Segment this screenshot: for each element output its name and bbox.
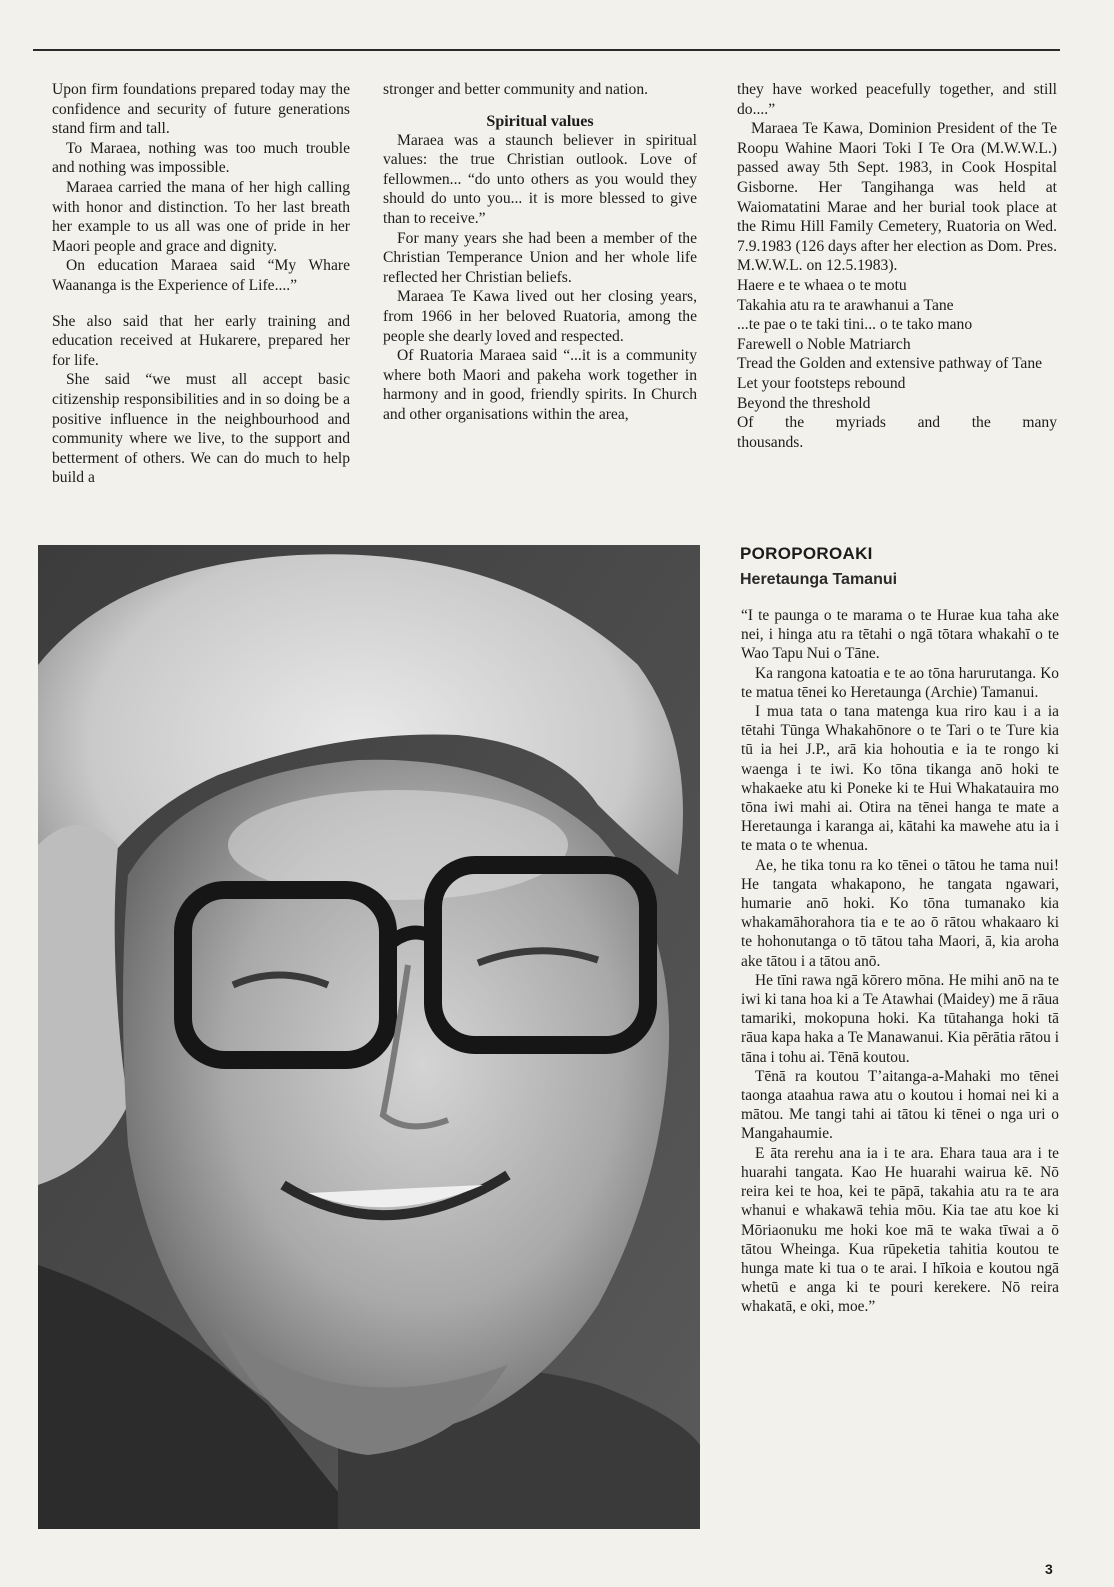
poem-line: Of the myriads and the many <box>737 414 1057 432</box>
portrait-photo <box>38 545 700 1529</box>
paragraph: “I te paunga o te marama o te Hurae kua taha ake nei, i hinga atu ra tētahi o ngā tōtara whakahī o te Wao Tapu Nui o Tāne. <box>741 607 1059 663</box>
article-column-2 <box>383 80 697 425</box>
page-number: 3 <box>1045 1561 1053 1577</box>
article-column-1 <box>52 80 350 488</box>
paragraph: Tēnā ra koutou T’aitanga-a-Mahaki mo tēnei taonga ataahua rawa atu o koutou i homai nei ki a mātou. Me tangi tahi ai tātou ki tēnei o nga uri o Mangahaumie. <box>741 1067 1059 1143</box>
paragraph: E āta rerehu ana ia i te ara. Ehara taua ara i te huarahi tangata. Kao He huarahi wairua kē. Nō reira kei te hoa, kei te pāpā, takahia atu ra te ara whanui e whakawā tehia mōu. Kia tae atu koe ki Mōriaonuku me hoki koe mā te waka tīwai a ō tātou Wheinga. Kua rūpeketia tahitia koutou te hunga mate ki tua o te arai. I hīkoia e koutou ngā whetū e anga ki te pouri kerekere. Nō reira whakatā, e oki, moe.” <box>741 1144 1059 1316</box>
poem-line: Let your footsteps rebound <box>737 374 906 392</box>
paragraph: Ae, he tika tonu ra ko tēnei o tātou he tama nui! He tangata whakapono, he tangata ngawari, humarie anō hoki. Ko tōna tumanako kia whakamāhorahora tia e te ao ō rātou whakaaro ki te hohonutanga o tō tātou taha Maori, ā, kia aroha ake tātou i a tātou anō. <box>741 856 1059 970</box>
poem-line: Beyond the threshold <box>737 394 871 412</box>
poroporoaki-column <box>741 606 1059 1317</box>
poem-line: thousands. <box>737 433 804 451</box>
paragraph: Ka rangona katoatia e te ao tōna harurutanga. Ko te matua tēnei ko Heretaunga (Archie) Tamanui. <box>741 664 1059 701</box>
paragraph: Of Ruatoria Maraea said “...it is a community where both Maori and pakeha work together in harmony and in good, friendly spirits. In Church and other organisations within the area, <box>383 347 697 423</box>
section-title-poroporoaki: POROPOROAKI <box>740 544 873 563</box>
top-rule <box>33 49 1060 51</box>
paragraph: they have worked peacefully together, and still do....” <box>737 81 1057 118</box>
paragraph: stronger and better community and nation. <box>383 81 649 98</box>
paragraph: On education Maraea said “My Whare Waananga is the Experience of Life....” <box>52 257 350 294</box>
paragraph: She said “we must all accept basic citizenship responsibilities and in so doing be a positive influence in the neighbourhood and community where we live, to the support and betterment of others. We can do much to help build a <box>52 371 350 487</box>
paragraph: I mua tata o tana matenga kua riro kau i a ia tētahi Tūnga Whakahōnore o te Tari o te Ture kia tū ia hei J.P., arā kia hohoutia e ia te rongo ki waenga i te iwi. Ko tōna tikanga anō hoki te whakaeke atu ki Poneke ki te Hui Whakatauira mo tōna iwi mahi ai. Otira na tēnei hanga te mate a Heretaunga i karanga ai, kātahi ka mawehe atu ia i te mata o te whenua. <box>741 703 1059 855</box>
poem-line: Tread the Golden and extensive pathway of Tane <box>737 355 1043 373</box>
paragraph: Maraea carried the mana of her high calling with honor and distinction. To her last breath her example to us all was one of pride in her Maori people and grace and dignity. <box>52 178 350 255</box>
paragraph: Maraea Te Kawa, Dominion President of the Te Roopu Wahine Maori Toki I Te Ora (M.W.W.L.) passed away 5th Sept. 1983, in Cook Hospital Gisborne. Her Tangihanga was held at Waiomatatini Marae and her burial took place at the Rimu Hill Family Cemetery, Ruatoria on Wed. 7.9.1983 (126 days after her election as Dom. Pres. M.W.W.L. on 12.5.1983). <box>737 120 1057 275</box>
paragraph: To Maraea, nothing was too much trouble and nothing was impossible. <box>52 139 350 177</box>
paragraph: Maraea was a staunch believer in spiritual values: the true Christian outlook. Love of fellowmen... “do unto others as you would they should do unto you... it is more blessed to give than to receive.” <box>383 131 697 227</box>
section-heading-spiritual-values: Spiritual values <box>486 112 594 130</box>
poem-line: Farewell o Noble Matriarch <box>737 335 911 353</box>
paragraph: Upon firm foundations prepared today may the confidence and security of future generations stand firm and tall. <box>52 81 350 138</box>
paragraph: He tīni rawa ngā kōrero mōna. He mihi anō na te iwi ki tana hoa ki a Te Atawhai (Maidey) me ā rāua tamariki, mokopuna hoki. Ka tūtahanga hoki tā rāua kapa haka a Te Manawanui. Kia pērātia rātou i tāna i tohu ai. Tēnā koutou. <box>741 971 1059 1066</box>
paragraph: Maraea Te Kawa lived out her closing years, from 1966 in her beloved Ruatoria, among the people she dearly loved and respected. <box>383 288 697 345</box>
poem-line: Haere e te whaea o te motu <box>737 276 907 294</box>
paragraph: She also said that her early training and education received at Hukarere, prepared her for life. <box>52 312 350 369</box>
article-column-3 <box>737 80 1057 452</box>
poem-line: ...te pae o te taki tini... o te tako mano <box>737 316 973 334</box>
poem-line: Takahia atu ra te arawhanui a Tane <box>737 296 954 314</box>
section-subtitle-heretaunga-tamanui: Heretaunga Tamanui <box>740 571 898 588</box>
paragraph: For many years she had been a member of the Christian Temperance Union and her whole life reflected her Christian beliefs. <box>383 229 697 286</box>
